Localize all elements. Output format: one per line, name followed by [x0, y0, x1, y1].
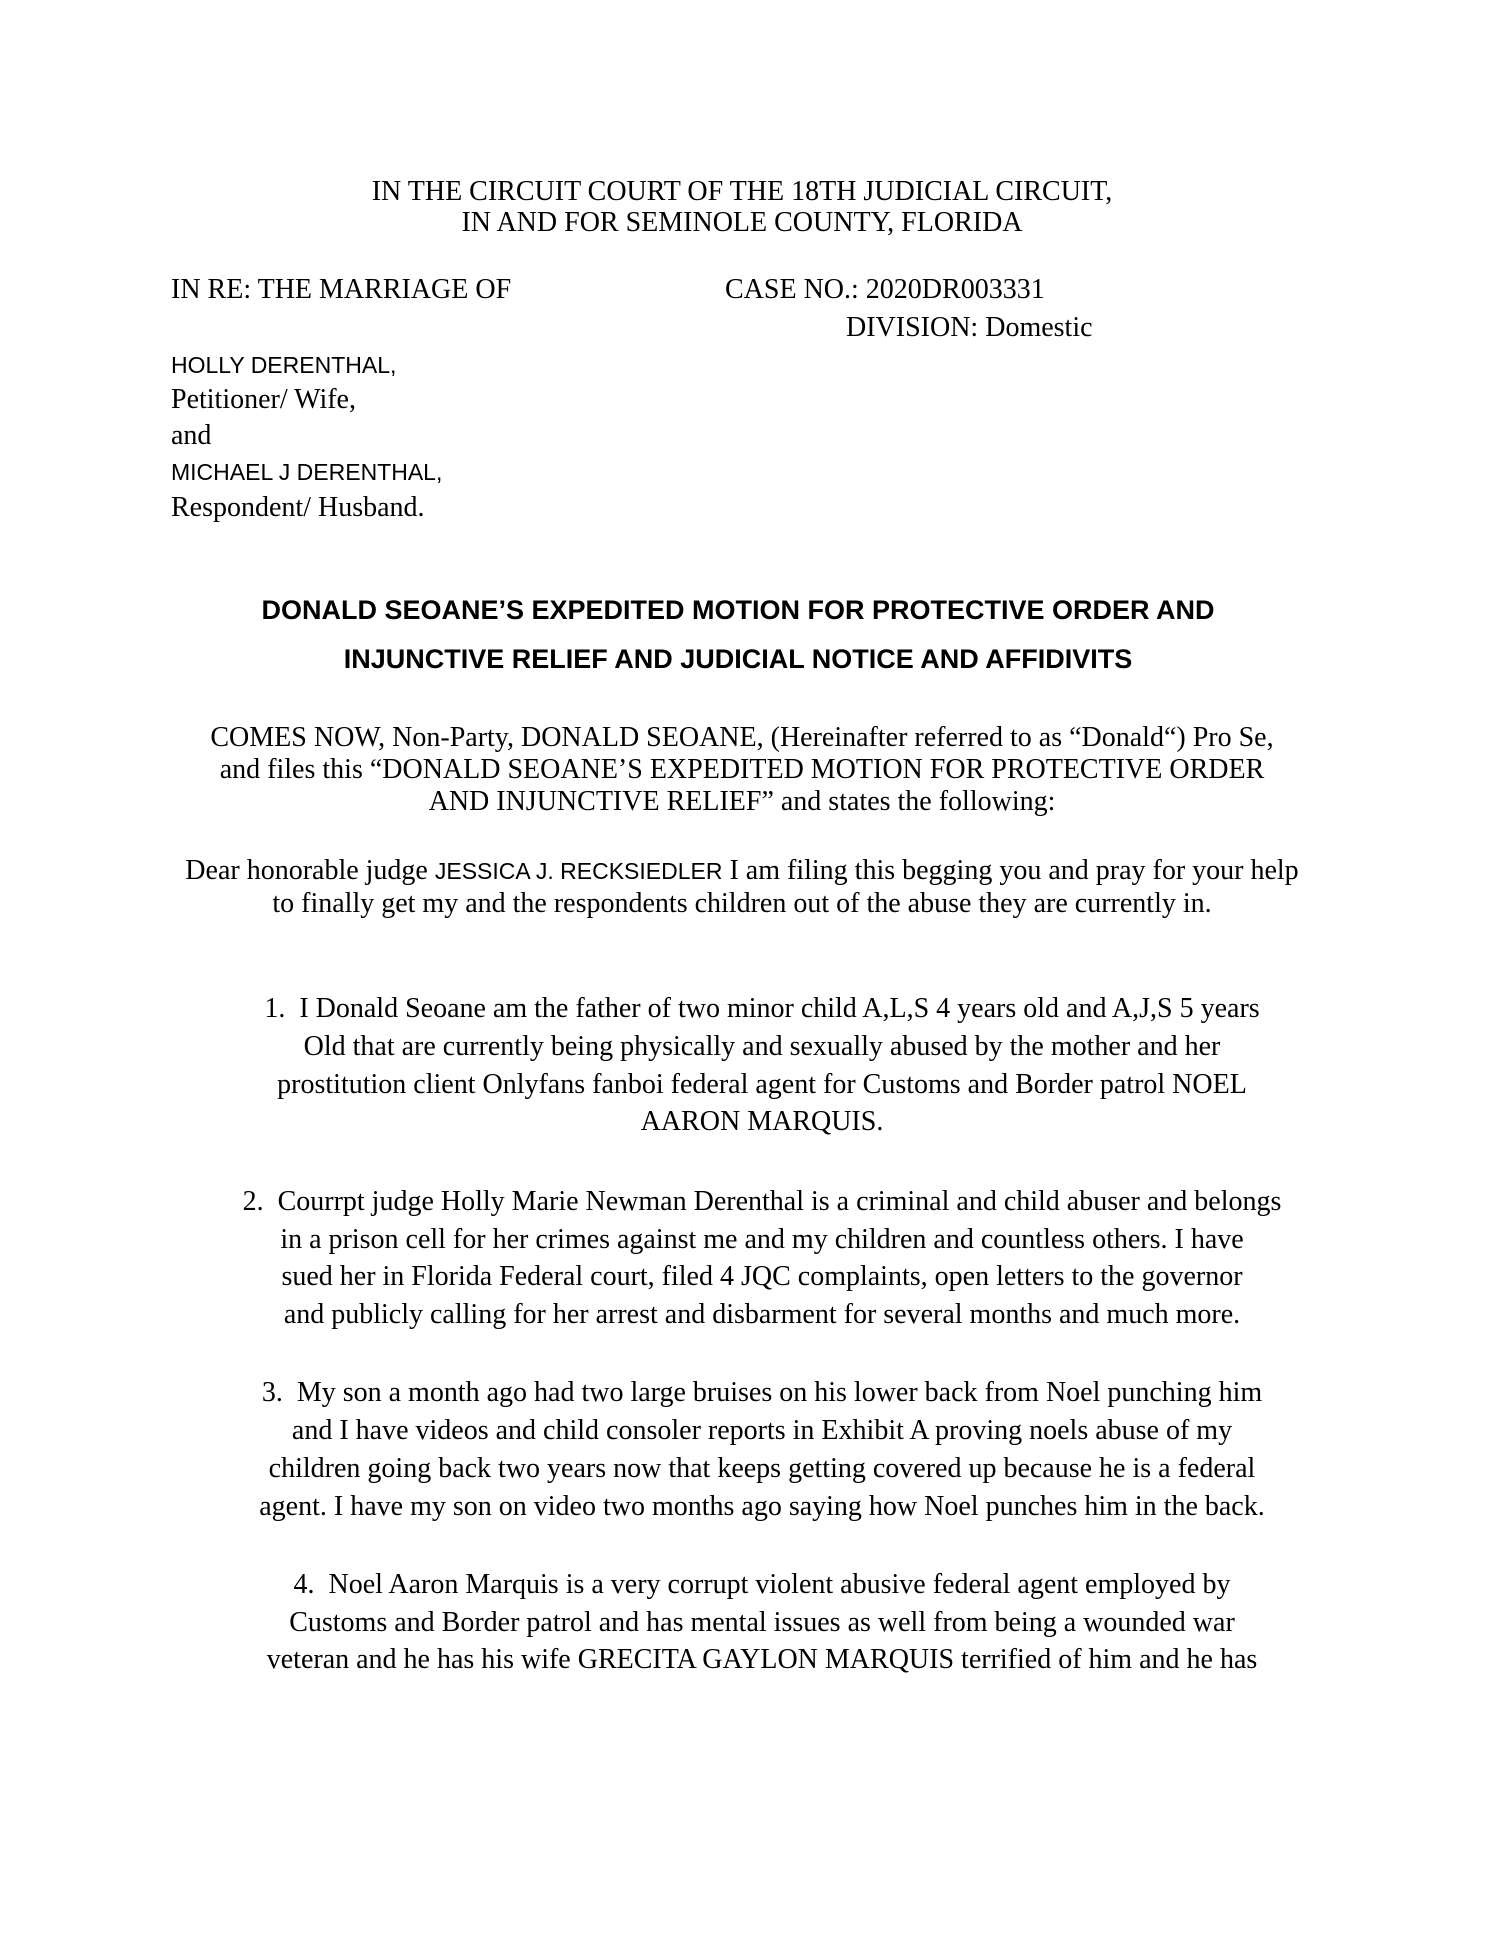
- list-item-line: [0, 1068, 1500, 1102]
- intro-line-3: AND INJUNCTIVE RELIEF” and states the following:: [428, 786, 1056, 817]
- respondent-role: Respondent/ Husband.: [171, 492, 425, 523]
- list-item-number: 2.: [242, 1186, 264, 1217]
- petitioner-name: HOLLY DERENTHAL,: [171, 352, 397, 378]
- list-item-line: [0, 1568, 1500, 1602]
- dear-text-cont: I am filing this begging you and pray for your help: [722, 855, 1299, 886]
- list-item-text: Customs and Border patrol and has mental issues as well from being a wounded war: [289, 1607, 1235, 1638]
- list-item-text: My son a month ago had two large bruises on his lower back from Noel punching him: [296, 1377, 1263, 1408]
- list-item-line: [0, 1030, 1500, 1064]
- list-item-line: [0, 1606, 1500, 1640]
- division-value: Domestic: [985, 312, 1093, 343]
- respondent-name: MICHAEL J DERENTHAL,: [171, 459, 443, 485]
- list-item-line: [0, 1298, 1500, 1332]
- list-item-line: [0, 1414, 1500, 1448]
- intro-line-2: and files this “DONALD SEOANE’S EXPEDITED MOTION FOR PROTECTIVE ORDER: [219, 754, 1265, 785]
- list-item-line: [0, 1260, 1500, 1294]
- list-item-text: AARON MARQUIS.: [640, 1106, 884, 1137]
- list-item-text: sued her in Florida Federal court, filed 4 JQC complaints, open letters to the governor: [281, 1261, 1243, 1292]
- motion-title-line-1: DONALD SEOANE’S EXPEDITED MOTION FOR PROTECTIVE ORDER AND: [261, 595, 1215, 625]
- list-item-text: children going back two years now that keeps getting covered up because he is a federal: [268, 1453, 1256, 1484]
- list-item-line: [0, 1376, 1500, 1410]
- list-item-line: [0, 1223, 1500, 1257]
- list-item-number: 1.: [264, 993, 286, 1024]
- petitioner-role: Petitioner/ Wife,: [171, 384, 356, 415]
- list-item-text: Courrpt judge Holly Marie Newman Derenthal is a criminal and child abuser and belongs: [277, 1186, 1282, 1217]
- case-number-value: 2020DR003331: [865, 274, 1045, 305]
- list-item-line: [0, 1490, 1500, 1524]
- judge-name: JESSICA J. RECKSIEDLER: [434, 858, 723, 884]
- motion-title-line-2: INJUNCTIVE RELIEF AND JUDICIAL NOTICE AND AFFIDIVITS: [343, 644, 1133, 674]
- intro-line-1: COMES NOW, Non-Party, DONALD SEOANE, (Hereinafter referred to as “Donald“) Pro Se,: [210, 722, 1274, 753]
- dear-line-2: to finally get my and the respondents children out of the abuse they are currently in.: [272, 888, 1212, 919]
- list-item-text: in a prison cell for her crimes against me and my children and countless others. I have: [280, 1224, 1244, 1255]
- list-item-text: and publicly calling for her arrest and disbarment for several months and much more.: [283, 1299, 1241, 1330]
- list-item-text: agent. I have my son on video two months ago saying how Noel punches him in the back.: [259, 1491, 1265, 1522]
- list-item-line: [0, 992, 1500, 1026]
- list-item-line: [0, 1105, 1500, 1139]
- court-heading-line-1: IN THE CIRCUIT COURT OF THE 18TH JUDICIAL CIRCUIT,: [371, 176, 1113, 207]
- list-item-number: 4.: [293, 1569, 315, 1600]
- list-item-text: prostitution client Onlyfans fanboi federal agent for Customs and Border patrol NOEL: [277, 1069, 1247, 1100]
- and-label: and: [171, 420, 212, 451]
- case-number: [725, 273, 1045, 307]
- dear-line-1: [0, 854, 1484, 888]
- division: [846, 311, 1093, 345]
- case-number-label: CASE NO.:: [725, 274, 859, 305]
- court-heading-line-2: IN AND FOR SEMINOLE COUNTY, FLORIDA: [461, 207, 1023, 238]
- division-label: DIVISION:: [846, 312, 979, 343]
- list-item-text: and I have videos and child consoler reports in Exhibit A proving noels abuse of my: [291, 1415, 1233, 1446]
- list-item-text: Old that are currently being physically and sexually abused by the mother and her: [303, 1031, 1221, 1062]
- list-item-text: Noel Aaron Marquis is a very corrupt violent abusive federal agent employed by: [328, 1569, 1231, 1600]
- list-item-text: I Donald Seoane am the father of two minor child A,L,S 4 years old and A,J,S 5 years: [299, 993, 1260, 1024]
- list-item-line: [0, 1185, 1500, 1219]
- in-re-label: IN RE: THE MARRIAGE OF: [171, 274, 512, 305]
- list-item-number: 3.: [261, 1377, 283, 1408]
- list-item-line: [0, 1452, 1500, 1486]
- dear-text: Dear honorable judge: [185, 855, 435, 886]
- list-item-line: [0, 1643, 1500, 1677]
- list-item-text: veteran and he has his wife GRECITA GAYLON MARQUIS terrified of him and he has: [266, 1644, 1258, 1675]
